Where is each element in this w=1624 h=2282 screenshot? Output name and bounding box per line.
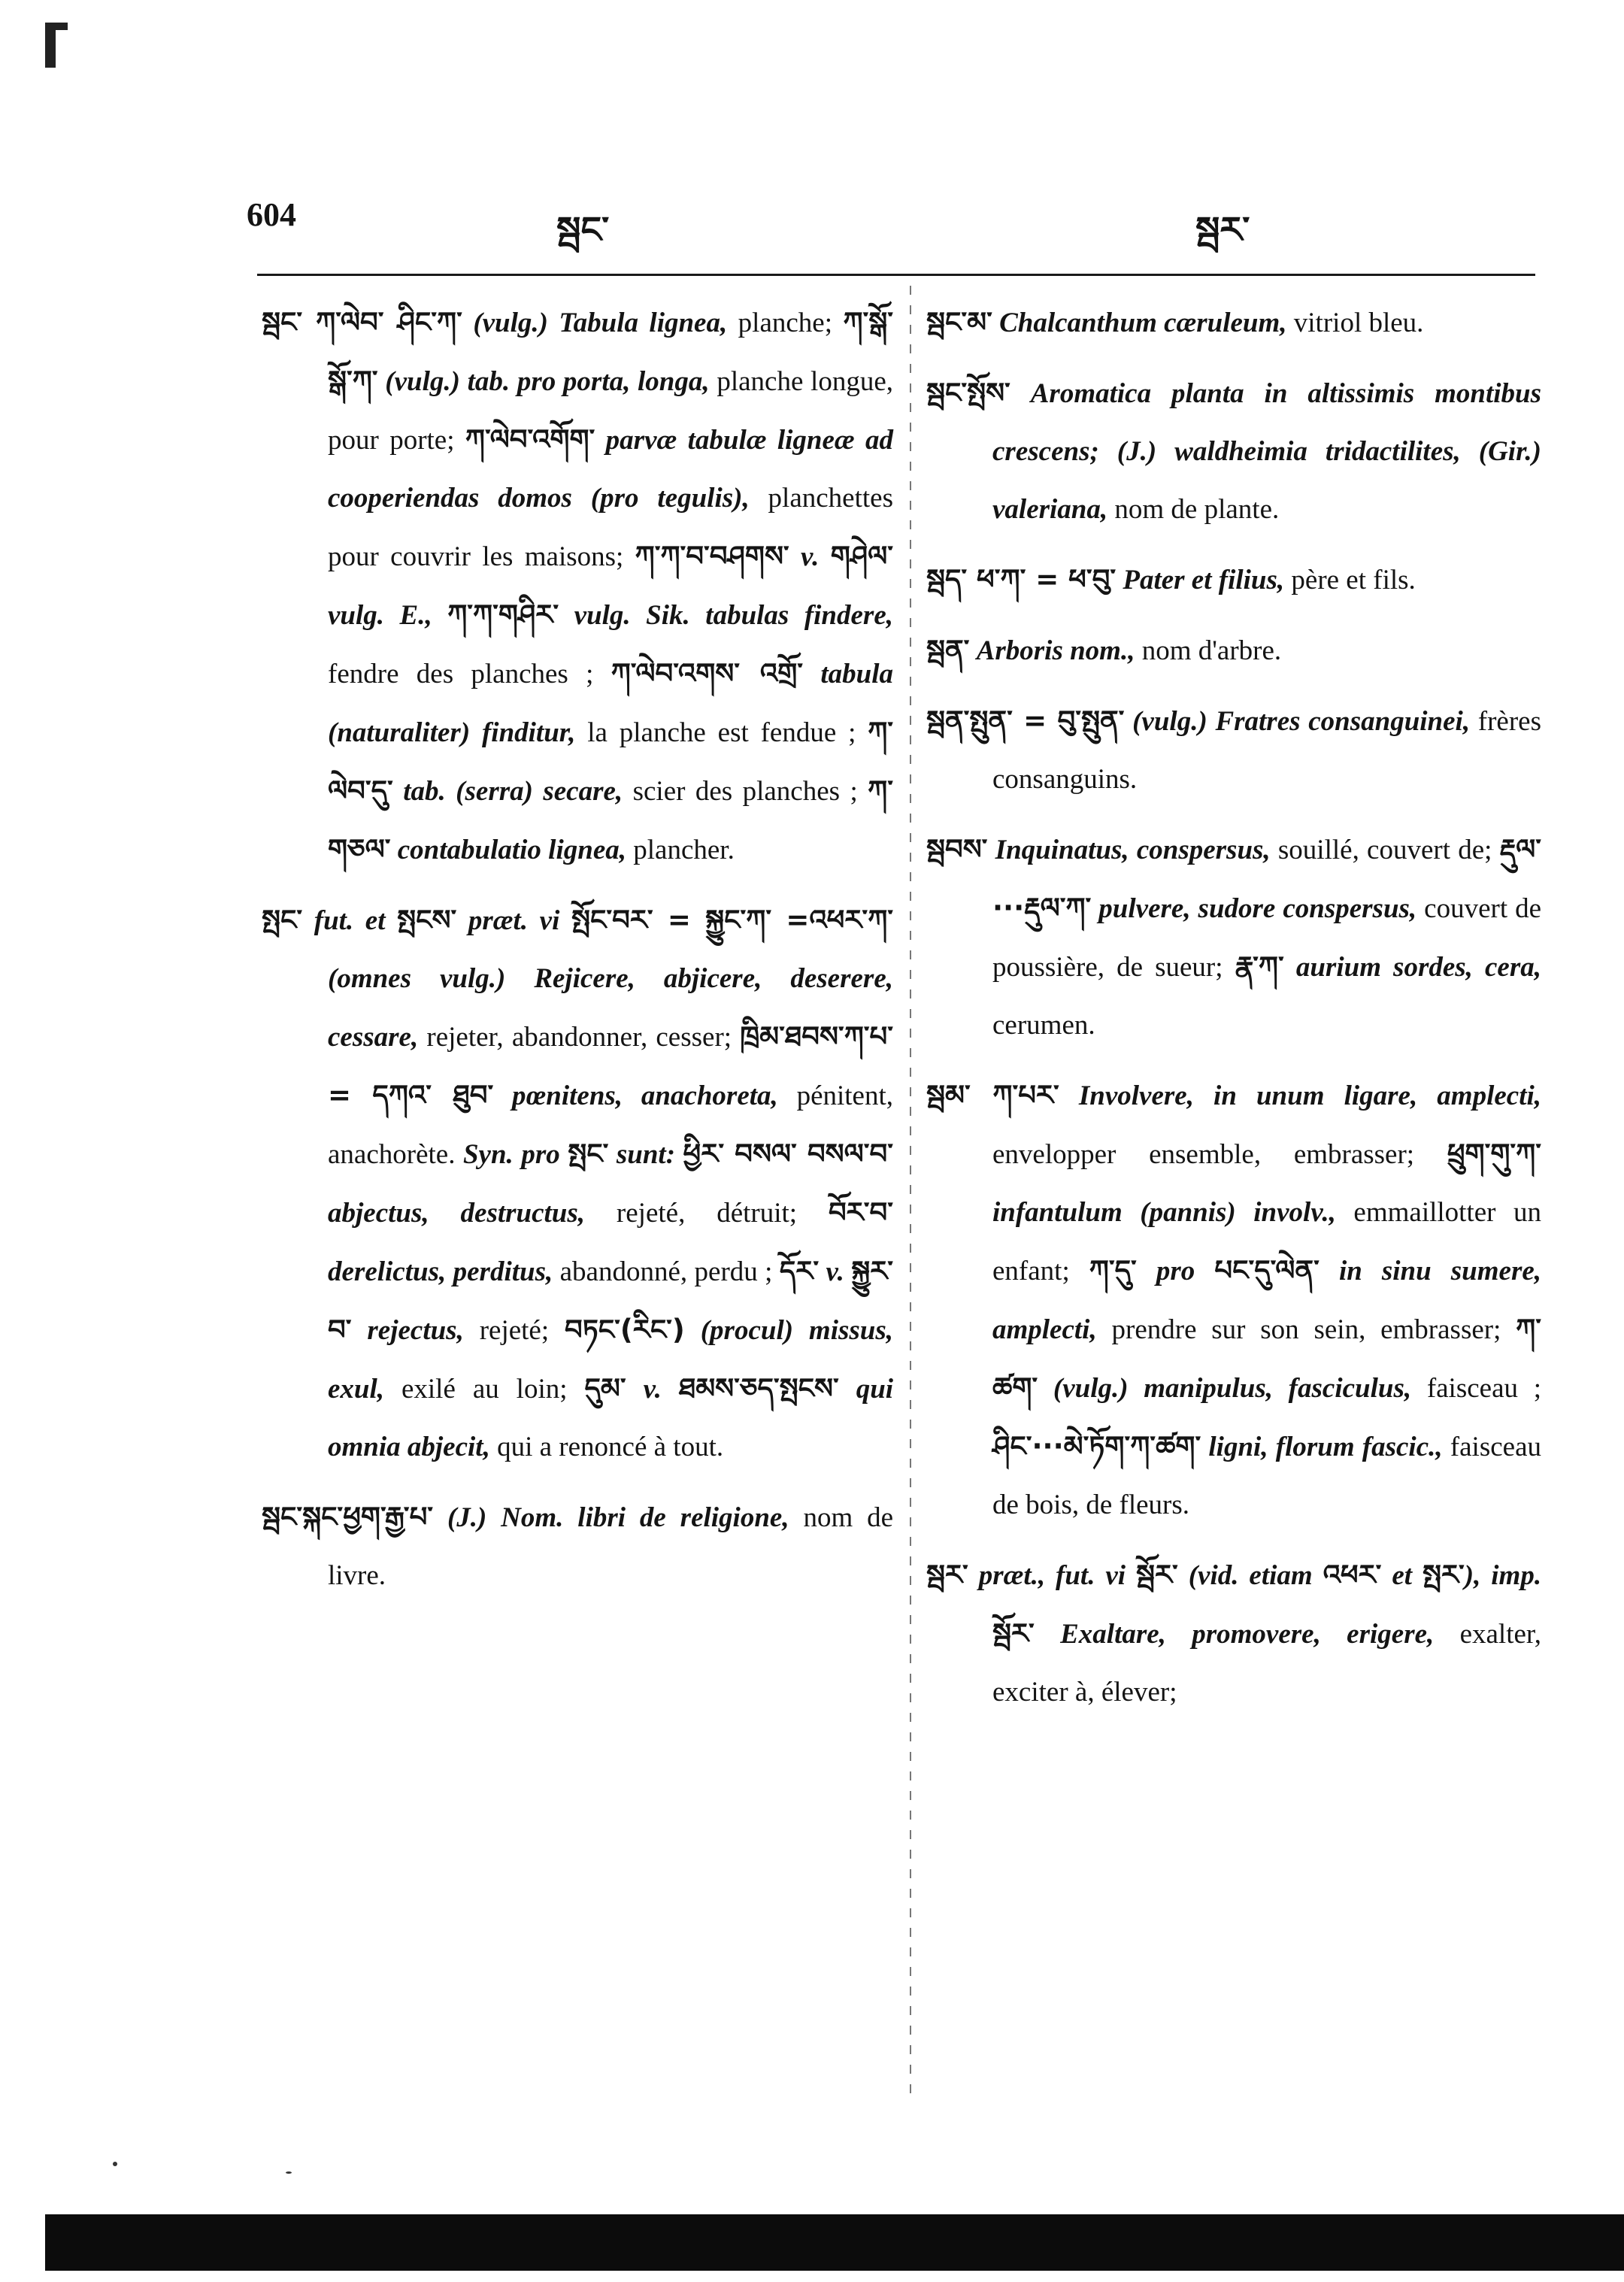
latin-gloss: (J.) Nom. libri de religione, — [447, 1502, 789, 1533]
french-gloss: plancher. — [626, 835, 735, 865]
french-gloss — [1124, 706, 1132, 737]
latin-gloss: v. — [801, 541, 820, 572]
corner-printer-mark — [45, 23, 56, 68]
french-gloss — [1178, 1560, 1189, 1591]
dictionary-entry — [926, 293, 1541, 352]
latin-gloss: tab. (serra) secare, — [403, 776, 623, 807]
latin-gloss: abjectus, destructus, — [328, 1198, 586, 1229]
french-gloss — [393, 776, 403, 807]
french-gloss — [302, 905, 314, 936]
french-gloss: planche; — [727, 308, 844, 338]
dictionary-entry — [262, 293, 893, 879]
french-gloss — [386, 905, 398, 936]
latin-gloss: infantulum (pannis) involv., — [992, 1197, 1336, 1228]
tibetan-term: སྦར་ — [926, 1559, 968, 1591]
french-gloss — [1381, 1560, 1392, 1591]
latin-gloss: Involvere, in unum ligare, amplecti, — [1078, 1080, 1541, 1111]
french-gloss — [1201, 1432, 1208, 1462]
french-gloss: fendre des planches ; — [328, 659, 611, 689]
latin-gloss: Syn. pro — [462, 1139, 560, 1170]
french-gloss — [1035, 1619, 1060, 1650]
latin-gloss: in sinu sumere, amplecti, — [992, 1256, 1542, 1345]
tibetan-term: རྣ་ཀ་ — [1235, 950, 1284, 983]
french-gloss — [462, 308, 473, 338]
dictionary-entry — [926, 621, 1541, 680]
tibetan-term: སྦང་སྤོས་ — [926, 377, 1010, 409]
left-column — [262, 293, 893, 1617]
dictionary-entry — [926, 1066, 1541, 1534]
french-gloss — [559, 905, 571, 936]
tibetan-term: ཐམས་ཅད་སྤངས་ — [678, 1372, 839, 1405]
tibetan-term: སྦོར་ — [992, 1617, 1035, 1650]
french-gloss — [1195, 1256, 1214, 1286]
latin-gloss: vulg. Sik. tabulas findere, — [574, 600, 894, 631]
right-column — [926, 293, 1541, 1733]
french-gloss: exilé au loin; — [384, 1374, 585, 1405]
dictionary-entry — [926, 364, 1541, 538]
french-gloss: emmaillotter un enfant; — [992, 1197, 1542, 1286]
french-gloss — [390, 835, 397, 865]
tibetan-term: གཤེལ་ — [830, 540, 894, 572]
latin-gloss: (vulg.) Tabula lignea, — [473, 308, 728, 338]
french-gloss — [626, 1374, 644, 1405]
tibetan-term: སྦང་སྐང་ཕྱག་རྒྱ་པ་ — [262, 1501, 434, 1533]
french-gloss — [969, 635, 976, 666]
french-gloss — [675, 1139, 683, 1170]
french-gloss — [595, 425, 605, 456]
tibetan-term: སྤངས་ — [397, 904, 457, 936]
french-gloss: scier des planches ; — [623, 776, 868, 807]
latin-gloss: Arboris nom., — [976, 635, 1135, 666]
tibetan-term: དོར་ — [779, 1255, 820, 1287]
french-gloss — [1116, 565, 1123, 596]
french-gloss: frères consanguins. — [992, 706, 1541, 795]
tibetan-term: སྦན་ — [926, 634, 970, 666]
french-gloss — [1284, 952, 1296, 983]
tibetan-term: སྦད་ ཕ་ཀ་ = ཕ་བུ་ — [926, 563, 1116, 596]
tibetan-term: དུམ་ — [584, 1372, 626, 1405]
tibetan-term: སྦན་སྤུན་ = བུ་སྤུན་ — [926, 705, 1125, 737]
tibetan-term: འཕར་ — [1323, 1559, 1382, 1591]
latin-gloss: (omnes vulg.) Rejicere, abjicere, deserere, cessare, — [328, 963, 893, 1053]
tibetan-term: ཤིང་···མེ་ཏོག་ཀ་ཚག་ — [992, 1430, 1201, 1462]
french-gloss — [1137, 1256, 1156, 1286]
dictionary-entry — [926, 820, 1541, 1054]
tibetan-term: ཀ་ཀ་བ་བཤགས་ — [635, 540, 789, 572]
tibetan-term: ཀ་དུ་ — [1089, 1254, 1137, 1286]
french-gloss: rejeter, abandonner, cesser; — [418, 1022, 741, 1053]
latin-gloss: Exaltare, promovere, erigere, — [1060, 1619, 1435, 1650]
latin-gloss: (vulg.) Fratres consanguinei, — [1132, 706, 1471, 737]
french-gloss — [685, 1315, 701, 1346]
latin-gloss: derelictus, perditus, — [328, 1256, 553, 1287]
latin-gloss: pœnitens, anachoreta, — [512, 1080, 778, 1111]
latin-gloss: (vulg.) tab. pro porta, longa, — [385, 366, 710, 397]
tibetan-term: སྦབས་ — [926, 833, 988, 865]
tibetan-term: རྡུལ་···རྡུལ་ཀ་ — [992, 833, 1541, 924]
latin-gloss: (vid. etiam — [1188, 1560, 1313, 1591]
running-headword-right: སྦར་ — [1195, 209, 1250, 251]
tibetan-term: ཀ་ལེབ་འགས་ འགྲོ་ — [611, 657, 804, 689]
french-gloss — [662, 1374, 679, 1405]
tibetan-term: བོར་བ་ — [828, 1196, 893, 1229]
latin-gloss: tabula (naturaliter) finditur, — [328, 659, 893, 748]
latin-gloss: ligni, florum fascic., — [1208, 1432, 1443, 1462]
french-gloss — [1313, 1560, 1323, 1591]
french-gloss — [987, 835, 995, 865]
latin-gloss: (vulg.) manipulus, fasciculus, — [1053, 1373, 1412, 1404]
latin-gloss: contabulatio lignea, — [397, 835, 626, 865]
french-gloss — [968, 1560, 979, 1591]
french-gloss: cerumen. — [992, 1010, 1095, 1041]
french-gloss — [839, 1374, 856, 1405]
dictionary-entry — [262, 891, 893, 1476]
french-gloss: couvert de poussière, de sueur; — [992, 893, 1541, 983]
french-gloss — [789, 541, 801, 572]
tibetan-term: ཀ་སྒོ་ སྒོ་ཀ་ — [328, 306, 894, 397]
latin-gloss: et — [1392, 1560, 1413, 1591]
french-gloss: nom de livre. — [328, 1502, 894, 1591]
french-gloss: la planche est fendue ; — [575, 717, 868, 748]
french-gloss: faisceau ; — [1411, 1373, 1541, 1404]
latin-gloss: Aromatica planta in altissimis montibus crescens; (J.) waldheimia tridactilites, (Gir.) valeriana, — [992, 378, 1542, 525]
french-gloss: nom de plante. — [1107, 494, 1280, 525]
french-gloss — [560, 1139, 568, 1170]
dictionary-entry — [926, 550, 1541, 609]
french-gloss: nom d'arbre. — [1135, 635, 1282, 666]
tibetan-term: སྤོང་བར་ = སྐྱུང་ཀ་ =འཕར་ཀ་ — [571, 904, 894, 936]
tibetan-term: ཀ་ལེབ་འགོག་ — [465, 423, 595, 456]
page-number: 604 — [247, 196, 296, 233]
tibetan-term: སྤར་ — [1423, 1559, 1465, 1591]
dictionary-entry — [262, 1488, 893, 1605]
french-gloss: qui a renoncé à tout. — [489, 1432, 724, 1462]
tibetan-term: ཀ་གཅལ་ — [328, 774, 893, 865]
french-gloss: vitriol bleu. — [1286, 308, 1424, 338]
french-gloss — [1412, 1560, 1423, 1591]
french-gloss: abandonné, perdu ; — [553, 1256, 780, 1287]
french-gloss — [493, 1080, 512, 1111]
latin-gloss: ), imp. — [1464, 1560, 1542, 1591]
french-gloss — [378, 366, 386, 397]
french-gloss — [1126, 1560, 1136, 1591]
french-gloss — [1320, 1256, 1339, 1286]
header-rule — [257, 274, 1535, 276]
latin-gloss: rejectus, — [367, 1315, 464, 1346]
tibetan-term: པང་དུ་ལེན་ — [1214, 1254, 1320, 1286]
tibetan-term: སྦམ་ ཀ་པར་ — [926, 1079, 1059, 1111]
tibetan-term: སྦང་མ་ — [926, 306, 992, 338]
latin-gloss: vulg. E., — [328, 600, 432, 631]
latin-gloss: præt. vi — [468, 905, 560, 936]
tibetan-term: སྤང་ — [568, 1138, 609, 1170]
latin-gloss: Inquinatus, conspersus, — [995, 835, 1271, 865]
latin-gloss: fut. et — [314, 905, 386, 936]
tibetan-term: སྐྱུར་ བ་ — [328, 1255, 894, 1346]
latin-gloss: pulvere, sudore conspersus, — [1098, 893, 1417, 924]
french-gloss — [1059, 1080, 1079, 1111]
french-gloss: prendre sur son sein, embrasser; — [1096, 1314, 1516, 1345]
tibetan-term: ཀ་ ཚག་ — [992, 1313, 1541, 1404]
latin-gloss: præt., fut. vi — [978, 1560, 1126, 1591]
dictionary-entry — [926, 692, 1541, 808]
latin-gloss: sunt: — [616, 1139, 676, 1170]
latin-gloss: (procul) missus, exul, — [328, 1315, 893, 1405]
tibetan-term: ཁྲིམ་ཐབས་ཀ་པ་ = དཀའ་ ཐུབ་ — [328, 1020, 893, 1111]
french-gloss — [819, 1256, 826, 1287]
french-gloss: rejeté; — [463, 1315, 565, 1346]
french-gloss: souillé, couvert de; — [1270, 835, 1500, 865]
french-gloss — [433, 1502, 447, 1533]
tibetan-term: སྦང་ ཀ་ལེབ་ ཤིང་ཀ་ — [262, 306, 462, 338]
tibetan-term: ཀ་ལེབ་དུ་ — [328, 716, 894, 807]
french-gloss: faisceau de bois, de fleurs. — [992, 1432, 1541, 1520]
running-headword-left: སྦང་ — [556, 209, 610, 251]
french-gloss — [1038, 1373, 1053, 1404]
french-gloss — [819, 541, 830, 572]
tibetan-term: སྤང་ — [262, 904, 303, 936]
french-gloss: planchettes pour couvrir les maisons; — [328, 483, 893, 572]
french-gloss: pénitent, anachorète. — [328, 1080, 894, 1170]
latin-gloss: Chalcanthum cæruleum, — [999, 308, 1287, 338]
tibetan-term: ཀ་ཀ་གཤིར་ — [447, 599, 559, 631]
french-gloss: rejeté, détruit; — [585, 1198, 829, 1229]
french-gloss: planche longue, pour porte; — [328, 366, 894, 456]
french-gloss: envelopper ensemble, embrasser; — [992, 1139, 1447, 1170]
dictionary-entry — [926, 1546, 1541, 1721]
latin-gloss: Pater et filius, — [1123, 565, 1285, 596]
french-gloss: exalter, exciter à, élever; — [992, 1619, 1542, 1708]
french-gloss — [352, 1315, 368, 1346]
french-gloss — [803, 659, 820, 689]
french-gloss — [1091, 893, 1098, 924]
latin-gloss: aurium sordes, cera, — [1295, 952, 1542, 983]
page-header — [0, 195, 1624, 251]
tibetan-term: ཕྲུག་གུ་ཀ་ — [1447, 1138, 1541, 1170]
french-gloss — [432, 600, 448, 631]
french-gloss — [992, 308, 999, 338]
latin-gloss: pro — [1156, 1256, 1195, 1286]
french-gloss — [844, 1256, 851, 1287]
latin-gloss: v. — [643, 1374, 662, 1405]
scan-speck — [286, 2171, 292, 2174]
french-gloss — [1010, 378, 1031, 409]
latin-gloss: parvæ tabulæ ligneæ ad cooperiendas domos (pro tegulis), — [328, 425, 893, 514]
french-gloss: père et fils. — [1284, 565, 1416, 596]
column-divider — [910, 286, 911, 2098]
tibetan-term: སྦོར་ — [1136, 1559, 1178, 1591]
tibetan-term: བཏང་(རིང་) — [565, 1314, 685, 1346]
latin-gloss: qui omnia abjecit, — [328, 1374, 894, 1462]
scan-bottom-border — [45, 2214, 1624, 2271]
latin-gloss: v. — [826, 1256, 844, 1287]
french-gloss — [456, 905, 468, 936]
french-gloss — [608, 1139, 617, 1170]
tibetan-term: ཕྱིར་ བསལ་ བསལ་བ་ — [683, 1138, 894, 1170]
french-gloss — [559, 600, 574, 631]
scan-speck — [113, 2162, 117, 2166]
